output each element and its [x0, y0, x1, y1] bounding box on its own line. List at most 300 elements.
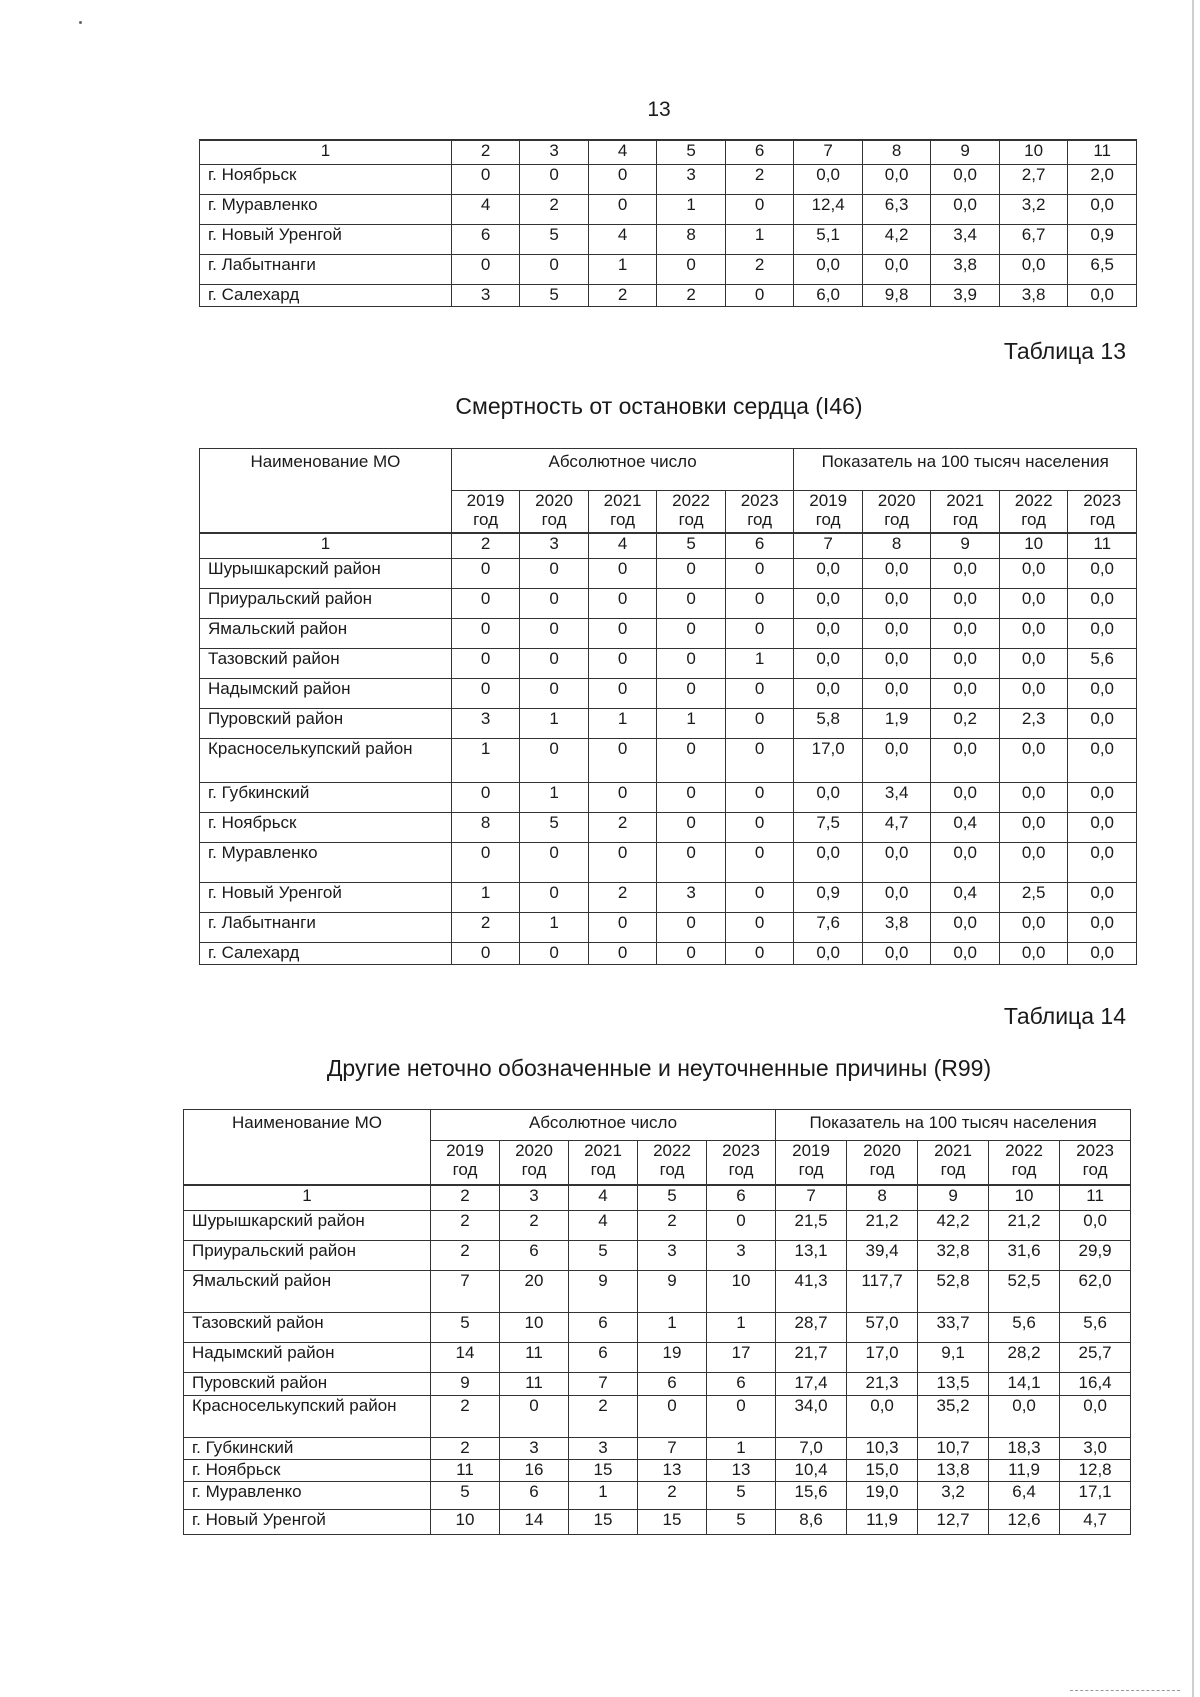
- table-cell: 1: [657, 194, 726, 224]
- table-cell: 0: [520, 164, 589, 194]
- column-number: 3: [520, 533, 589, 559]
- column-number: 4: [588, 533, 657, 559]
- table-row: [184, 1510, 1131, 1535]
- table-cell: 0,0: [1060, 1396, 1131, 1438]
- table-row: [200, 883, 1137, 913]
- table-cell: 0: [657, 943, 726, 965]
- table-cell: 15: [569, 1510, 638, 1535]
- table-cell: 0,0: [931, 619, 1000, 649]
- table-cell: 13,8: [918, 1460, 989, 1482]
- table-cell: 0,0: [931, 589, 1000, 619]
- table-cell: 0,0: [1068, 883, 1137, 913]
- table-cell: 13,5: [918, 1373, 989, 1396]
- table-cell: 0: [657, 559, 726, 589]
- row-name: г. Ноябрьск: [184, 1460, 431, 1482]
- table-cell: 0,0: [999, 649, 1068, 679]
- table-cell: 0,0: [1068, 739, 1137, 783]
- table-cell: 0,0: [862, 619, 931, 649]
- year-header: 2021 год: [918, 1141, 989, 1185]
- table-row: [200, 649, 1137, 679]
- table-row: [200, 913, 1137, 943]
- row-name: г. Муравленко: [200, 843, 452, 883]
- table-cell: 9: [431, 1373, 500, 1396]
- table-cell: 7: [569, 1373, 638, 1396]
- year-header: 2020 год: [500, 1141, 569, 1185]
- table-cell: 2,5: [999, 883, 1068, 913]
- table-cell: 5: [520, 224, 589, 254]
- table-cell: 10,7: [918, 1438, 989, 1460]
- table-cell: 0: [725, 589, 794, 619]
- table-cell: 0: [451, 783, 520, 813]
- table-cell: 11: [431, 1460, 500, 1482]
- table-cell: 1: [725, 649, 794, 679]
- table-cell: 28,7: [776, 1313, 847, 1343]
- table-cell: 5: [431, 1482, 500, 1510]
- table-cell: 21,2: [989, 1211, 1060, 1241]
- column-number: 9: [931, 533, 1000, 559]
- table-cell: 3,8: [862, 913, 931, 943]
- row-name: Приуральский район: [200, 589, 452, 619]
- table-cell: 0: [520, 883, 589, 913]
- table-cell: 0: [520, 254, 589, 284]
- table-continuation: [199, 139, 1137, 307]
- table-cell: 2,7: [999, 164, 1068, 194]
- table-row: [200, 589, 1137, 619]
- table-cell: 8,6: [776, 1510, 847, 1535]
- table-cell: 2: [588, 813, 657, 843]
- table-cell: 9: [569, 1271, 638, 1313]
- table-cell: 0: [725, 843, 794, 883]
- year-header: 2019 год: [794, 491, 863, 533]
- table-cell: 10,4: [776, 1460, 847, 1482]
- table-cell: 0: [725, 813, 794, 843]
- row-name: Красноселькупский район: [184, 1396, 431, 1438]
- row-name: г. Лабытнанги: [200, 254, 452, 284]
- table-cell: 0: [588, 943, 657, 965]
- table-cell: 1: [707, 1313, 776, 1343]
- column-number-row: [184, 1185, 1131, 1211]
- table-cell: 5: [707, 1510, 776, 1535]
- table-cell: 0: [657, 913, 726, 943]
- table-cell: 0,0: [794, 164, 863, 194]
- header-absolute: Абсолютное число: [431, 1110, 776, 1141]
- column-number: 3: [500, 1185, 569, 1211]
- table-row: [200, 284, 1137, 306]
- year-header: 2022 год: [657, 491, 726, 533]
- table-cell: 0,0: [794, 649, 863, 679]
- table-cell: 0,4: [931, 883, 1000, 913]
- table-cell: 3,0: [1060, 1438, 1131, 1460]
- column-number: 7: [794, 140, 863, 164]
- table-cell: 0,4: [931, 813, 1000, 843]
- table-row: [184, 1460, 1131, 1482]
- table-cell: 6: [638, 1373, 707, 1396]
- table-cell: 2: [431, 1241, 500, 1271]
- table-cell: 0,0: [999, 813, 1068, 843]
- table-cell: 3: [707, 1241, 776, 1271]
- table-cell: 3,2: [918, 1482, 989, 1510]
- table-cell: 0,0: [862, 164, 931, 194]
- table-cell: 19,0: [847, 1482, 918, 1510]
- table-row: [184, 1396, 1131, 1438]
- row-name: г. Новый Уренгой: [184, 1510, 431, 1535]
- table-row: [200, 739, 1137, 783]
- table-cell: 0: [451, 843, 520, 883]
- table-cell: 8: [451, 813, 520, 843]
- table-cell: 15: [569, 1460, 638, 1482]
- column-number: 3: [520, 140, 589, 164]
- table-cell: 11: [500, 1343, 569, 1373]
- table-cell: 3: [657, 164, 726, 194]
- table-row: [200, 679, 1137, 709]
- table-cell: 16: [500, 1460, 569, 1482]
- table-cell: 0: [657, 783, 726, 813]
- table-cell: 42,2: [918, 1211, 989, 1241]
- row-name: Приуральский район: [184, 1241, 431, 1271]
- table-cell: 4: [588, 224, 657, 254]
- column-number: 6: [725, 140, 794, 164]
- row-name: г. Салехард: [200, 943, 452, 965]
- table-cell: 0: [725, 559, 794, 589]
- column-number: 7: [794, 533, 863, 559]
- table-cell: 6,3: [862, 194, 931, 224]
- table-cell: 19: [638, 1343, 707, 1373]
- table-row: [200, 709, 1137, 739]
- table-cell: 2: [638, 1482, 707, 1510]
- table-cell: 5: [707, 1482, 776, 1510]
- table-cell: 4,7: [1060, 1510, 1131, 1535]
- table-cell: 0: [520, 843, 589, 883]
- table-13-label: Таблица 13: [1003, 338, 1126, 364]
- table-cell: 35,2: [918, 1396, 989, 1438]
- header-name: Наименование МО: [200, 449, 452, 533]
- table-cell: 0,0: [999, 679, 1068, 709]
- table-cell: 21,7: [776, 1343, 847, 1373]
- table-cell: 0: [588, 559, 657, 589]
- table-cell: 10,3: [847, 1438, 918, 1460]
- header-name: Наименование МО: [184, 1110, 431, 1185]
- header-rate: Показатель на 100 тысяч населения: [776, 1110, 1131, 1141]
- table-cell: 52,8: [918, 1271, 989, 1313]
- table-row: [184, 1482, 1131, 1510]
- table-cell: 0: [725, 739, 794, 783]
- table-cell: 0: [588, 913, 657, 943]
- table-cell: 0,0: [1068, 913, 1137, 943]
- row-name: г. Новый Уренгой: [200, 224, 452, 254]
- table-cell: 3: [451, 709, 520, 739]
- table-row: [200, 843, 1137, 883]
- table-cell: 3,8: [999, 284, 1068, 306]
- table-cell: 5: [431, 1313, 500, 1343]
- table-cell: 0,0: [794, 679, 863, 709]
- table-cell: 1: [451, 883, 520, 913]
- table-cell: 6: [707, 1373, 776, 1396]
- table-cell: 17,0: [847, 1343, 918, 1373]
- table-cell: 3: [569, 1438, 638, 1460]
- header-rate: Показатель на 100 тысяч населения: [794, 449, 1137, 491]
- header-absolute: Абсолютное число: [451, 449, 794, 491]
- table-cell: 0,0: [862, 883, 931, 913]
- column-number: 1: [200, 533, 452, 559]
- table-cell: 0: [520, 679, 589, 709]
- table-cell: 0: [657, 739, 726, 783]
- table-cell: 0: [725, 709, 794, 739]
- year-header: 2019 год: [776, 1141, 847, 1185]
- table-cell: 0: [588, 164, 657, 194]
- table-cell: 0: [451, 164, 520, 194]
- table-cell: 6: [500, 1482, 569, 1510]
- table-cell: 2: [500, 1211, 569, 1241]
- column-number: 11: [1068, 533, 1137, 559]
- table-cell: 25,7: [1060, 1343, 1131, 1373]
- table-cell: 0,0: [862, 739, 931, 783]
- table-cell: 2: [431, 1438, 500, 1460]
- table-cell: 17,0: [794, 739, 863, 783]
- table-cell: 32,8: [918, 1241, 989, 1271]
- column-number: 9: [931, 140, 1000, 164]
- table-cell: 117,7: [847, 1271, 918, 1313]
- table-cell: 2: [725, 164, 794, 194]
- table-cell: 12,6: [989, 1510, 1060, 1535]
- table-cell: 0,0: [931, 913, 1000, 943]
- table-cell: 5,6: [1068, 649, 1137, 679]
- table-cell: 62,0: [1060, 1271, 1131, 1313]
- table-cell: 0: [725, 679, 794, 709]
- table-cell: 0,0: [862, 679, 931, 709]
- table-cell: 0: [725, 943, 794, 965]
- table-cell: 0,2: [931, 709, 1000, 739]
- column-number: 10: [999, 140, 1068, 164]
- table-cell: 0,0: [999, 739, 1068, 783]
- table-cell: 6,5: [1068, 254, 1137, 284]
- column-number: 11: [1060, 1185, 1131, 1211]
- table-cell: 0: [657, 843, 726, 883]
- table-row: [184, 1438, 1131, 1460]
- table-cell: 39,4: [847, 1241, 918, 1271]
- table-cell: 2: [431, 1396, 500, 1438]
- table-cell: 15,0: [847, 1460, 918, 1482]
- table-cell: 17,1: [1060, 1482, 1131, 1510]
- year-header: 2020 год: [847, 1141, 918, 1185]
- table-cell: 3,2: [999, 194, 1068, 224]
- table-cell: 3: [500, 1438, 569, 1460]
- table-cell: 7,0: [776, 1438, 847, 1460]
- table-cell: 6,4: [989, 1482, 1060, 1510]
- column-number: 6: [725, 533, 794, 559]
- table-cell: 7,5: [794, 813, 863, 843]
- table-cell: 14,1: [989, 1373, 1060, 1396]
- column-number: 5: [657, 533, 726, 559]
- table-cell: 0: [725, 619, 794, 649]
- table-cell: 0,0: [1068, 843, 1137, 883]
- column-number: 8: [862, 533, 931, 559]
- table-cell: 0,0: [1060, 1211, 1131, 1241]
- table-row: [184, 1271, 1131, 1313]
- table-cell: 13,1: [776, 1241, 847, 1271]
- table-cell: 28,2: [989, 1343, 1060, 1373]
- row-name: г. Муравленко: [184, 1482, 431, 1510]
- table-cell: 0: [588, 619, 657, 649]
- table-cell: 15: [638, 1510, 707, 1535]
- table-cell: 2: [638, 1211, 707, 1241]
- table-cell: 2: [520, 194, 589, 224]
- year-header: 2023 год: [1060, 1141, 1131, 1185]
- table-cell: 1: [657, 709, 726, 739]
- table-cell: 0: [451, 679, 520, 709]
- table-cell: 4: [451, 194, 520, 224]
- table-cell: 1: [451, 739, 520, 783]
- table-14: [183, 1109, 1131, 1535]
- table-cell: 3,9: [931, 284, 1000, 306]
- table-cell: 0,0: [794, 943, 863, 965]
- table-cell: 6,7: [999, 224, 1068, 254]
- table-cell: 5: [569, 1241, 638, 1271]
- table-cell: 0,0: [999, 843, 1068, 883]
- table-cell: 3: [451, 284, 520, 306]
- row-name: г. Муравленко: [200, 194, 452, 224]
- table-cell: 0,9: [794, 883, 863, 913]
- table-cell: 0: [725, 913, 794, 943]
- table-cell: 0: [657, 649, 726, 679]
- table-cell: 0,0: [999, 254, 1068, 284]
- table-cell: 6: [500, 1241, 569, 1271]
- table-cell: 2: [725, 254, 794, 284]
- table-cell: 6: [451, 224, 520, 254]
- table-cell: 1: [707, 1438, 776, 1460]
- table-cell: 2: [588, 883, 657, 913]
- table-cell: 0: [588, 843, 657, 883]
- table-cell: 0: [657, 619, 726, 649]
- row-name: Тазовский район: [184, 1313, 431, 1343]
- table-cell: 0: [657, 254, 726, 284]
- table-cell: 8: [657, 224, 726, 254]
- table-cell: 1: [588, 254, 657, 284]
- table-cell: 21,3: [847, 1373, 918, 1396]
- table-cell: 0: [725, 284, 794, 306]
- table-cell: 0: [588, 649, 657, 679]
- table-cell: 57,0: [847, 1313, 918, 1343]
- row-name: Шурышкарский район: [184, 1211, 431, 1241]
- row-name: г. Лабытнанги: [200, 913, 452, 943]
- table-cell: 0,0: [931, 194, 1000, 224]
- row-name: г. Губкинский: [184, 1438, 431, 1460]
- table-cell: 0,9: [1068, 224, 1137, 254]
- table-cell: 0: [520, 943, 589, 965]
- table-cell: 0,0: [931, 783, 1000, 813]
- table-cell: 16,4: [1060, 1373, 1131, 1396]
- year-header: 2021 год: [931, 491, 1000, 533]
- table-cell: 0,0: [931, 739, 1000, 783]
- table-cell: 0,0: [862, 559, 931, 589]
- row-name: Пуровский район: [184, 1373, 431, 1396]
- year-header: 2019 год: [451, 491, 520, 533]
- table-cell: 20: [500, 1271, 569, 1313]
- table-row: [184, 1241, 1131, 1271]
- table-row: [200, 224, 1137, 254]
- column-number: 11: [1068, 140, 1137, 164]
- table-cell: 1,9: [862, 709, 931, 739]
- table-cell: 0,0: [999, 913, 1068, 943]
- table-cell: 0,0: [999, 589, 1068, 619]
- table-cell: 9,8: [862, 284, 931, 306]
- year-header: 2019 год: [431, 1141, 500, 1185]
- year-header: 2020 год: [862, 491, 931, 533]
- table-cell: 0,0: [794, 559, 863, 589]
- year-header: 2023 год: [725, 491, 794, 533]
- table-cell: 0,0: [931, 943, 1000, 965]
- table-cell: 6: [569, 1313, 638, 1343]
- table-cell: 0: [657, 813, 726, 843]
- table-cell: 0,0: [999, 559, 1068, 589]
- table-cell: 1: [588, 709, 657, 739]
- table-cell: 12,4: [794, 194, 863, 224]
- table-cell: 3,8: [931, 254, 1000, 284]
- table-row: [200, 813, 1137, 843]
- table-cell: 18,3: [989, 1438, 1060, 1460]
- column-number: 1: [200, 140, 452, 164]
- table-cell: 13: [638, 1460, 707, 1482]
- row-name: г. Ноябрьск: [200, 164, 452, 194]
- table-14-label: Таблица 14: [1003, 1003, 1126, 1029]
- table-cell: 7,6: [794, 913, 863, 943]
- column-number: 7: [776, 1185, 847, 1211]
- table-cell: 31,6: [989, 1241, 1060, 1271]
- table-cell: 0,0: [794, 589, 863, 619]
- table-cell: 0: [588, 194, 657, 224]
- table-cell: 5,1: [794, 224, 863, 254]
- scan-edge: [1192, 0, 1194, 1697]
- year-header: 2022 год: [638, 1141, 707, 1185]
- column-number: 2: [451, 140, 520, 164]
- table-cell: 3: [657, 883, 726, 913]
- table-row: [200, 164, 1137, 194]
- table-row: [184, 1373, 1131, 1396]
- table-cell: 1: [520, 783, 589, 813]
- table-cell: 0,0: [794, 783, 863, 813]
- table-cell: 4: [569, 1211, 638, 1241]
- table-cell: 17: [707, 1343, 776, 1373]
- table-cell: 0,0: [1068, 619, 1137, 649]
- table-cell: 2: [569, 1396, 638, 1438]
- year-header: 2021 год: [569, 1141, 638, 1185]
- table-cell: 2: [431, 1211, 500, 1241]
- row-name: г. Ноябрьск: [200, 813, 452, 843]
- table-cell: 6: [569, 1343, 638, 1373]
- table-cell: 4,7: [862, 813, 931, 843]
- table-cell: 7: [638, 1438, 707, 1460]
- column-number: 9: [918, 1185, 989, 1211]
- table-cell: 0: [707, 1396, 776, 1438]
- column-number: 8: [847, 1185, 918, 1211]
- row-name: г. Салехард: [200, 284, 452, 306]
- table-cell: 0,0: [862, 254, 931, 284]
- table-cell: 0: [707, 1211, 776, 1241]
- table-cell: 0: [500, 1396, 569, 1438]
- table-cell: 0: [725, 194, 794, 224]
- table-cell: 0,0: [931, 679, 1000, 709]
- table-row: [184, 1211, 1131, 1241]
- table-cell: 0,0: [794, 843, 863, 883]
- table-cell: 0,0: [1068, 813, 1137, 843]
- table-cell: 12,7: [918, 1510, 989, 1535]
- column-number: 6: [707, 1185, 776, 1211]
- table-cell: 15,6: [776, 1482, 847, 1510]
- table-cell: 11,9: [847, 1510, 918, 1535]
- table-cell: 0,0: [862, 943, 931, 965]
- scan-speck: [79, 21, 82, 24]
- table-cell: 9: [638, 1271, 707, 1313]
- table-cell: 9,1: [918, 1343, 989, 1373]
